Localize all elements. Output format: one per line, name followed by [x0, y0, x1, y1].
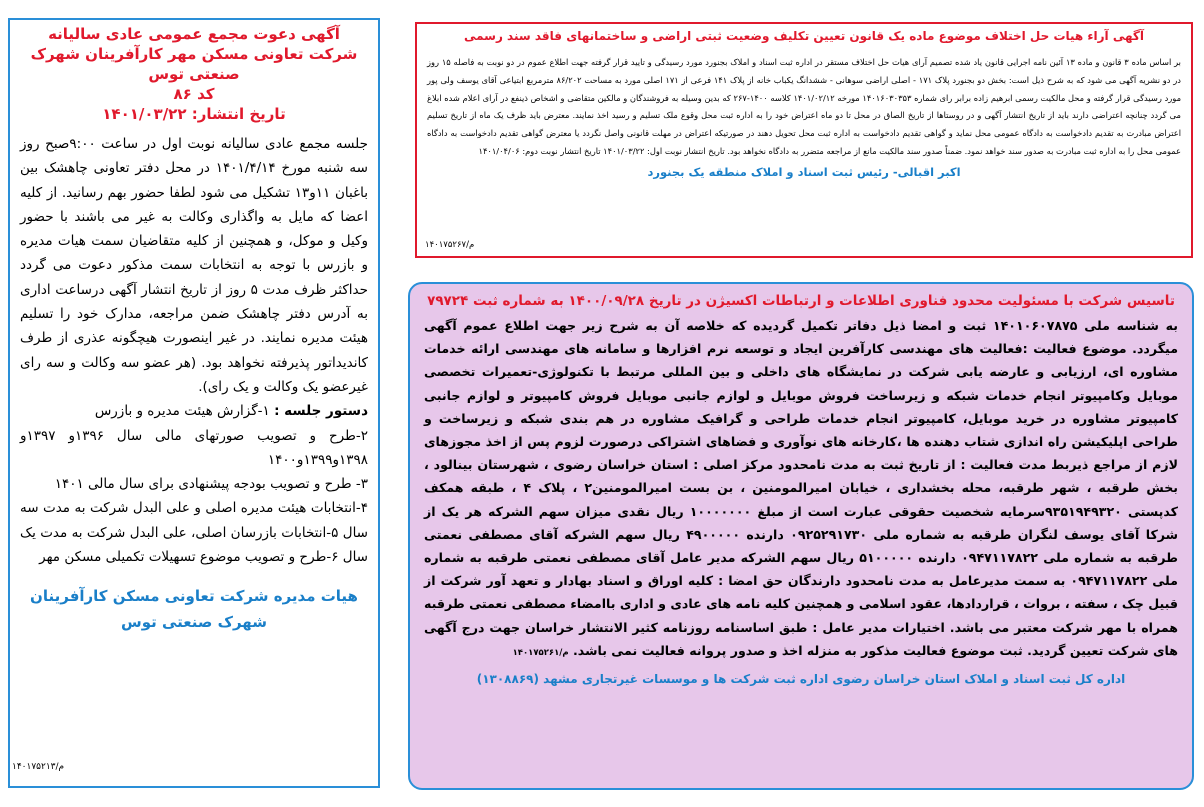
notice-company-name: شرکت تعاونی مسکن مهر کارآفرینان شهرک صنعتی توس: [30, 45, 358, 83]
registry-signature: اکبر اقبالی- رئیس ثبت اسناد و املاک منطقه یک بجنورد: [647, 164, 961, 179]
agenda-item: ۲-طرح و تصویب صورتهای مالی سال ۱۳۹۶و ۱۳۹۷و ۱۳۹۸و۱۳۹۹و۱۴۰۰: [20, 427, 369, 468]
notice-title: آگهی آراء هیات حل اختلاف موضوع ماده یک قانون تعیین تکلیف وضعیت ثبتی اراضی و ساختمانهای فاقد سند رسمی: [463, 29, 1144, 43]
notice-body: [20, 132, 368, 399]
agenda-heading: دستور جلسه :: [274, 403, 368, 420]
agenda-item: ۴-انتخابات هیئت مدیره اصلی و علی البدل شرکت به مدت سه سال ۵-انتخابات بازرسان اصلی، علی البدل شرکت به مدت یک سال ۶-طرح و تصویب موضوع تسهیلات تکمیلی مسکن مهر: [20, 500, 368, 566]
dispute-board-notice: [415, 22, 1193, 258]
cooperative-meeting-notice: [8, 18, 380, 788]
signature-line: شهرک صنعتی توس: [121, 613, 267, 632]
notice-title: تاسیس شرکت با مسئولیت محدود فناوری اطلاعات و ارتباطات اکسیژن در تاریخ ۱۴۰۰/۰۹/۲۸ به شماره ثبت ۷۹۷۲۴: [427, 293, 1175, 309]
reference-number: ۱۴۰۱۷۵۲۶۱/م: [512, 647, 569, 658]
agenda-list: [20, 399, 368, 569]
notice-title: آگهی دعوت مجمع عمومی عادی سالیانه: [48, 25, 340, 43]
notice-body: [424, 314, 1178, 665]
registry-office-signature: اداره کل ثبت اسناد و املاک استان خراسان رضوی اداره ثبت شرکت ها و موسسات غیرتجاری مشهد (۱۳۰۸۸۶۹): [476, 672, 1126, 687]
notice-body-text: به شناسه ملی ۱۴۰۱۰۶۰۷۸۷۵ ثبت و امضا ذیل دفاتر تکمیل گردیده که خلاصه آن به شرح زیر جهت اطلاع عموم آگهی میگردد. موضوع فعالیت :فعالیت های مهندسی کارآفرین ایجاد و توسعه نرم افزارها و سامانه های مهندسی ارائه خدمات مشاوره ای، ارزیابی و عارضه یابی شرکت در نمایشگاه های داخلی و بین المللی مرتبط با تکنولوژی-تعمیرات تخصصی موبایل وکامپیوتر انجام خدمات شبکه و زیرساخت فروش موبایل و لوازم جانبی موبایل فروش کامپیوتر و لوازم جانبی کامپیوتر مشاوره در خرید موبایل، کامپیوتر انجام خدمات طراحی و گرافیک مشاوره در هم بندی شبکه و زیرساخت و طراحی اپلیکیشن راه اندازی شتاب دهنده ها ،کارخانه های نوآوری و فضاهای اشتراکی درصورت لزوم پس از اخذ مجوزهای لازم از مراجع ذیربط مدت فعالیت : از تاریخ ثبت به مدت نامحدود مرکز اصلی : استان خراسان رضوی ، شهرستان بینالود ، بخش طرقبه ، شهر طرقبه، محله بخشداری ، خیابان امیرالمومنین ، بن بست امیرالمومنین۲ ، پلاک ۴ ، طبقه همکف کدپستی ۹۳۵۱۹۴۹۳۲۰سرمایه شخصیت حقوقی عبارت است از مبلغ ۱۰۰۰۰۰۰۰ ریال نقدی میزان سهم الشرکه هر یک از شرکا آقای یوسف لنگران طرقبه به شماره ملی ۰۹۲۵۲۹۱۷۳۰ دارنده ۴۹۰۰۰۰۰ ریال سهم الشرکه آقای مصطفی نعمتی طرقبه به شماره ملی ۰۹۴۷۱۱۷۸۲۲ دارنده ۵۱۰۰۰۰۰ ریال سهم الشرکه مدیر عامل آقای مصطفی نعمتی طرقبه به شماره ملی ۰۹۴۷۱۱۷۸۲۲ به سمت مدیرعامل به مدت نامحدود دارندگان حق امضا : کلیه اوراق و اسناد بهادار و تعهد آور شرکت از قبیل چک ، سفته ، بروات ، قراردادها، عقود اسلامی و همچنین کلیه نامه های عادی و اداری باامضاء مصطفی نعمتی طرقبه همراه با مهر شرکت معتبر می باشد. اختیارات مدیر عامل : طبق اساسنامه روزنامه کثیر الانتشار خراسان جهت درج آگهی های شرکت تعیین گردید. ثبت موضوع فعالیت مذکور به منزله اخذ و صدور پروانه فعالیت نمی باشد.: [424, 318, 1179, 658]
company-registration-notice: [408, 282, 1194, 790]
notice-body-text: جلسه مجمع عادی سالیانه نوبت اول در ساعت ۹:۰۰صبح روز سه شنبه مورخ ۱۴۰۱/۴/۱۴ در محل دفتر تعاونی چاهشک بین باغبان ۱۱و۱۳ تشکیل می شود لطفا حضور بهم رسانید. از کلیه اعضا که مایل به واگذاری وکالت به غیر می باشند با حضور وکیل و موکل، و همچنین از کلیه متقاضیان سمت هیات مدیره و بازرس با توجه به انتخابات سمت مذکور دعوت می گردد حداکثر ظرف مدت ۵ روز از تاریخ انتشار آگهی درساعت اداری به آدرس دفتر چاهشک ضمن مراجعه، مدارک خود را تسلیم هیئت مدیره نمایند. در غیر اینصورت هیچگونه عذری از طرف کاندیداتور پذیرفته نخواهد بود. (هر عضو سه وکالت و سه رای غیرعضو یک وکالت و یک رای).: [20, 136, 368, 395]
reference-number: ۱۴۰۱۷۵۲۶۷/م: [425, 240, 475, 250]
agenda-item: ۱-گزارش هیئت مدیره و بازرس: [94, 403, 270, 420]
board-signature: [20, 583, 368, 635]
signature-line: هیات مدیره شرکت تعاونی مسکن کارآفرینان: [30, 587, 358, 606]
notice-body-text: بر اساس ماده ۳ قانون و ماده ۱۳ آئین نامه اجرایی قانون یاد شده تصمیم آرای هیات حل اختلاف مستقر در اداره ثبت اسناد و املاک بجنورد مورد رسیدگی و تایید قرار گرفته جهت اطلاع عموم در دو نوبت به فاصله ۱۵ روز در دو نشریه آگهی می شود که به شرح ذیل است: بخش دو بجنورد پلاک ۱۷۱ - اصلی اراضی سوهانی - ششدانگ یکباب خانه از پلاک ۱۴۱ فرعی از ۱۷۱ اصلی مورد به مساحت ۸۶/۲۰۲ مترمربع ابتیاعی آقای یوسف ولی پور مورد رسیدگی قرار گرفته و محل مالکیت رسمی ابرهیم زاده برابر رای شماره ۱۴۰۱۶۰۳۰۳۵۳ مورخه ۱۴۰۱/۰۲/۱۲ کلاسه ۱۴۰۰-۲۶۷ که بدین وسیله به فروشندگان و مالکین متقاضی و اشخاص ذینفع در آرای اعلام شده ابلاغ می گردد چنانچه اعتراضی دارند باید از تاریخ انتشار آگهی و در روستاها از تاریخ الصاق در محل تا دو ماه اعتراض خود را به اداره ثبت محل وقوع ملک تسلیم و رسید اخذ نمایند. معترض باید ظرف یک ماه از تاریخ تسلیم اعتراض مبادرت به تقدیم دادخواست به دادگاه عمومی محل نماید و گواهی تقدیم دادخواست به اداره ثبت محل تحویل دهند در صورتیکه اعتراض در مهلت قانونی واصل نگردد یا معترض گواهی تقدیم دادخواست به دادگاه عمومی محل را به اداره ثبت مبادرت به صدور سند خواهد نمود. ضمناً صدور سند مالکیت مانع از مراجعه متضرر به دادگاه نخواهد بود. تاریخ انتشار نوبت اول: ۱۴۰۱/۰۳/۲۲ تاریخ انتشار نوبت دوم: ۱۴۰۱/۰۴/۰۶: [427, 57, 1182, 156]
notice-publish-date: تاریخ انتشار: ۱۴۰۱/۰۳/۲۲: [102, 105, 286, 123]
agenda-item: ۳- طرح و تصویب بودجه پیشنهادی برای سال مالی ۱۴۰۱: [54, 476, 368, 493]
notice-code: کد ۸۶: [173, 85, 215, 103]
reference-number: ۱۴۰۱۷۵۲۱۳/م: [12, 762, 65, 772]
